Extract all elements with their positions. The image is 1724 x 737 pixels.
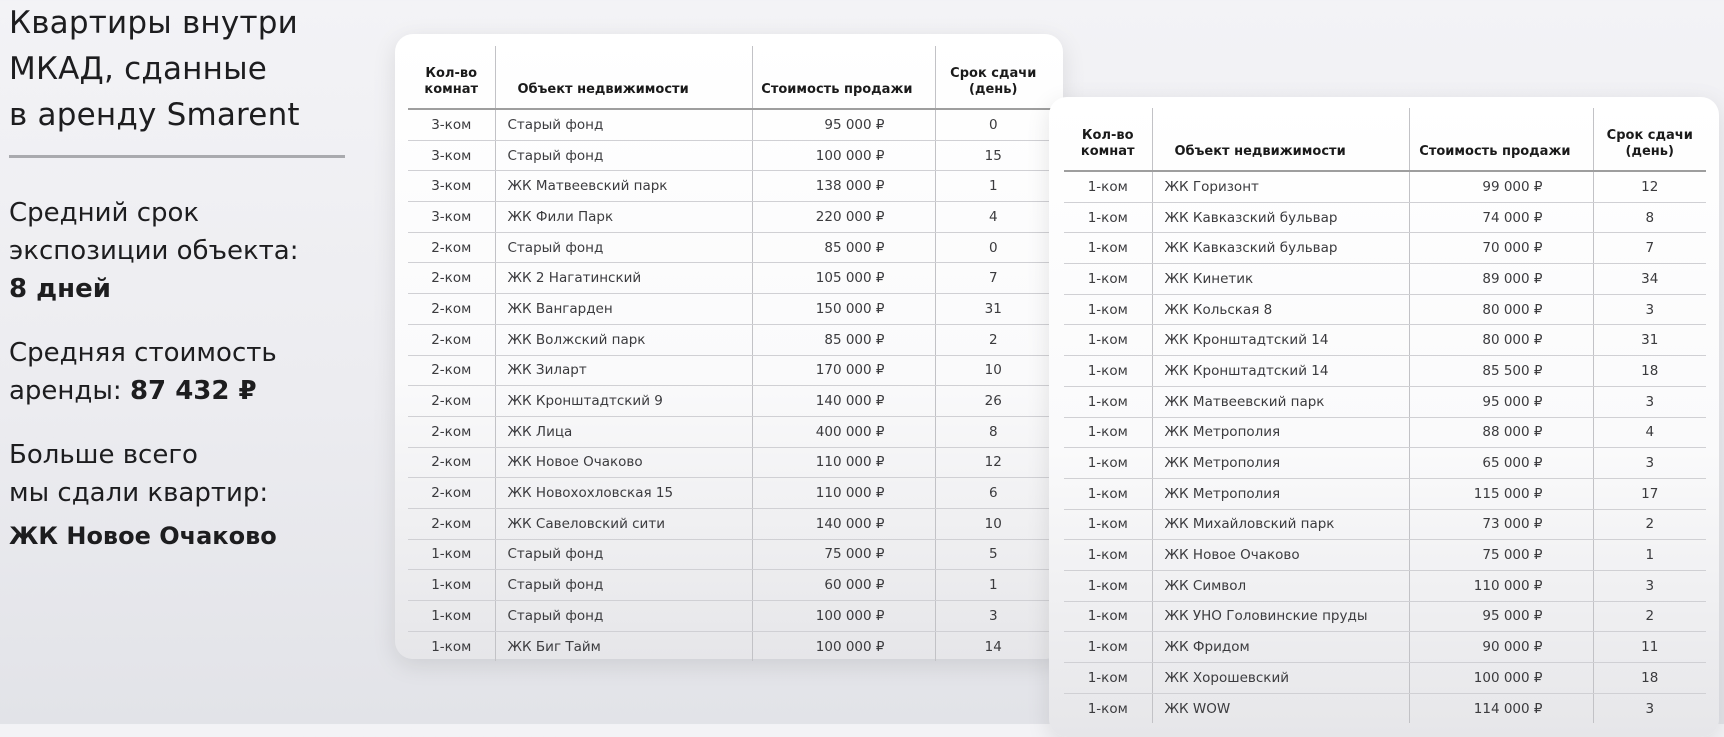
cell-rooms: 3-ком	[408, 171, 495, 202]
cell-object: Старый фонд	[495, 140, 752, 171]
cell-days: 8	[1593, 202, 1706, 233]
cell-price: 60 000 ₽	[752, 570, 935, 601]
cell-object: ЖК Кольская 8	[1152, 294, 1409, 325]
stat-value: ЖК Новое Очаково	[9, 522, 277, 550]
cell-days: 31	[1593, 325, 1706, 356]
divider	[9, 155, 345, 158]
column-header-rooms: Кол-во комнат	[408, 46, 495, 109]
stat-label: аренды:	[9, 376, 130, 406]
cell-rooms: 1-ком	[1087, 700, 1128, 717]
cell-rooms: 1-ком	[1064, 601, 1152, 632]
table-row	[408, 202, 1051, 233]
cell-object: ЖК Матвеевский парк	[495, 171, 752, 202]
cell-price: 95 000 ₽	[752, 109, 935, 140]
cell-rooms: 3-ком	[408, 140, 495, 171]
cell-object: ЖК Михайловский парк	[1152, 509, 1409, 540]
table-row	[408, 416, 1051, 447]
cell-object: ЖК Кронштадтский 14	[1152, 356, 1409, 387]
cell-rooms: 2-ком	[408, 324, 495, 355]
cell-object: Старый фонд	[495, 570, 752, 601]
cell-rooms: 2-ком	[408, 386, 495, 417]
column-header-days: Срок сдачи (день)	[935, 46, 1051, 109]
cell-object: Старый фонд	[495, 601, 752, 632]
table-row	[1064, 601, 1706, 632]
cell-object: ЖК Кронштадтский 14	[1152, 325, 1409, 356]
cell-rooms: 1-ком	[408, 601, 495, 632]
page-title	[9, 0, 349, 138]
cell-rooms: 2-ком	[408, 447, 495, 478]
cell-object: ЖК Кронштадтский 9	[495, 386, 752, 417]
table-row	[408, 539, 1051, 570]
cell-days: 5	[935, 539, 1051, 570]
cell-rooms: 1-ком	[431, 638, 472, 655]
cell-object: ЖК Матвеевский парк	[1152, 386, 1409, 417]
stat-value: 8 дней	[9, 274, 111, 304]
cell-object: ЖК Метрополия	[1152, 417, 1409, 448]
table-row	[1064, 540, 1706, 571]
table-body	[408, 109, 1051, 661]
cell-rooms: 1-ком	[1064, 540, 1152, 571]
info-panel	[9, 0, 349, 550]
cell-days: 10	[935, 355, 1051, 386]
cell-price: 85 500 ₽	[1409, 356, 1593, 387]
cell-object: ЖК Кавказский бульвар	[1152, 233, 1409, 264]
cell-days: 3	[935, 601, 1051, 632]
column-header-object: Объект недвижимости	[1152, 108, 1409, 171]
cell-price: 110 000 ₽	[752, 478, 935, 509]
table-row	[1064, 448, 1706, 479]
table-row	[408, 324, 1051, 355]
cell-rooms: 2-ком	[408, 508, 495, 539]
cell-price: 100 000 ₽	[752, 601, 935, 632]
cell-rooms: 2-ком	[408, 416, 495, 447]
cell-object: ЖК Лица	[495, 416, 752, 447]
table-row	[1064, 325, 1706, 356]
stat-label: мы сдали квартир:	[9, 478, 269, 508]
cell-object: ЖК Савеловский сити	[495, 508, 752, 539]
title-line: в аренду Smarent	[9, 97, 300, 133]
cell-price: 138 000 ₽	[752, 171, 935, 202]
cell-price: 88 000 ₽	[1409, 417, 1593, 448]
table-row	[1064, 693, 1706, 723]
cell-rooms: 1-ком	[1064, 325, 1152, 356]
column-header-rooms: Кол-во комнат	[1064, 108, 1152, 171]
cell-object: ЖК Новое Очаково	[1152, 540, 1409, 571]
avg-exposure-stat	[9, 194, 349, 308]
cell-object: ЖК Фили Парк	[495, 202, 752, 233]
cell-rooms: 2-ком	[408, 232, 495, 263]
avg-price-stat	[9, 334, 349, 410]
table-row	[408, 232, 1051, 263]
cell-price: 80 000 ₽	[1409, 325, 1593, 356]
cell-days: 8	[935, 416, 1051, 447]
cell-days: 15	[935, 140, 1051, 171]
cell-rooms: 1-ком	[408, 570, 495, 601]
table-row	[1064, 570, 1706, 601]
cell-days: 0	[935, 109, 1051, 140]
cell-price: 65 000 ₽	[1409, 448, 1593, 479]
table-row	[408, 478, 1051, 509]
cell-object: ЖК Волжский парк	[495, 324, 752, 355]
cell-price: 400 000 ₽	[752, 416, 935, 447]
cell-rooms: 1-ком	[1064, 417, 1152, 448]
rentals-table-right	[1064, 108, 1706, 723]
cell-price: 95 000 ₽	[1409, 601, 1593, 632]
table-body	[1064, 171, 1706, 723]
column-header-price: Стоимость продажи	[752, 46, 935, 109]
cell-days: 2	[935, 324, 1051, 355]
cell-rooms: 3-ком	[408, 109, 495, 140]
cell-price: 99 000 ₽	[1409, 171, 1593, 202]
table-card-right	[1049, 97, 1719, 737]
cell-rooms: 1-ком	[1064, 202, 1152, 233]
cell-days: 31	[935, 294, 1051, 325]
table-row	[1064, 264, 1706, 295]
cell-object: Старый фонд	[495, 539, 752, 570]
table-row	[1064, 202, 1706, 233]
cell-price: 100 000 ₽	[1409, 663, 1593, 694]
table-row	[1064, 478, 1706, 509]
cell-object: ЖК Кинетик	[1152, 264, 1409, 295]
table-row	[1064, 417, 1706, 448]
cell-object: ЖК Метрополия	[1152, 478, 1409, 509]
table-row	[408, 386, 1051, 417]
cell-days: 3	[1593, 448, 1706, 479]
cell-price: 85 000 ₽	[752, 232, 935, 263]
cell-rooms: 3-ком	[408, 202, 495, 233]
cell-days: 34	[1593, 264, 1706, 295]
cell-price: 140 000 ₽	[752, 508, 935, 539]
table-row	[1064, 171, 1706, 202]
table-row	[408, 570, 1051, 601]
table-row	[1064, 663, 1706, 694]
cell-days: 3	[1593, 693, 1706, 723]
table-row	[408, 263, 1051, 294]
cell-rooms: 2-ком	[408, 263, 495, 294]
column-header-days: Срок сдачи (день)	[1593, 108, 1706, 171]
cell-price: 115 000 ₽	[1409, 478, 1593, 509]
cell-price: 220 000 ₽	[752, 202, 935, 233]
cell-rooms: 2-ком	[408, 294, 495, 325]
cell-rooms: 1-ком	[1064, 663, 1152, 694]
cell-object: ЖК Кавказский бульвар	[1152, 202, 1409, 233]
cell-days: 18	[1593, 663, 1706, 694]
cell-price: 170 000 ₽	[752, 355, 935, 386]
cell-days: 12	[935, 447, 1051, 478]
cell-price: 80 000 ₽	[1409, 294, 1593, 325]
stat-value: 87 432 ₽	[129, 376, 257, 406]
table-row	[408, 294, 1051, 325]
cell-rooms: 1-ком	[1064, 264, 1152, 295]
top-complex-stat	[9, 436, 349, 512]
cell-rooms: 1-ком	[1064, 171, 1152, 202]
cell-price: 105 000 ₽	[752, 263, 935, 294]
table-header-row	[1064, 108, 1706, 171]
cell-price: 74 000 ₽	[1409, 202, 1593, 233]
cell-days: 10	[935, 508, 1051, 539]
cell-days: 6	[935, 478, 1051, 509]
table-row	[408, 171, 1051, 202]
cell-object: ЖК Горизонт	[1152, 171, 1409, 202]
cell-price: 90 000 ₽	[1409, 632, 1593, 663]
cell-price: 75 000 ₽	[1409, 540, 1593, 571]
table-row	[1064, 386, 1706, 417]
table-header-row	[408, 46, 1051, 109]
table-row	[408, 631, 1051, 661]
cell-days: 0	[935, 232, 1051, 263]
cell-rooms: 1-ком	[1064, 356, 1152, 387]
table-row	[1064, 294, 1706, 325]
column-header-price: Стоимость продажи	[1409, 108, 1593, 171]
cell-rooms: 1-ком	[1064, 386, 1152, 417]
table-row	[408, 447, 1051, 478]
cell-price: 70 000 ₽	[1409, 233, 1593, 264]
stat-label: Средний срок	[9, 198, 200, 228]
cell-object: ЖК Фридом	[1152, 632, 1409, 663]
cell-price: 100 000 ₽	[752, 140, 935, 171]
cell-days: 14	[935, 631, 1051, 661]
table-card-left	[395, 34, 1063, 659]
cell-days: 4	[935, 202, 1051, 233]
cell-days: 3	[1593, 386, 1706, 417]
cell-rooms: 1-ком	[1064, 294, 1152, 325]
cell-price: 89 000 ₽	[1409, 264, 1593, 295]
cell-days: 3	[1593, 294, 1706, 325]
title-line: МКАД, сданные	[9, 51, 268, 87]
cell-price: 73 000 ₽	[1409, 509, 1593, 540]
cell-price: 110 000 ₽	[752, 447, 935, 478]
table-row	[408, 601, 1051, 632]
cell-price: 114 000 ₽	[1409, 693, 1593, 723]
table-row	[1064, 509, 1706, 540]
table-row	[408, 109, 1051, 140]
cell-price: 100 000 ₽	[752, 631, 935, 661]
rentals-table-left	[408, 46, 1051, 661]
cell-days: 3	[1593, 570, 1706, 601]
cell-days: 1	[935, 171, 1051, 202]
table-row	[1064, 632, 1706, 663]
cell-rooms: 1-ком	[1064, 478, 1152, 509]
cell-object: ЖК Новохохловская 15	[495, 478, 752, 509]
cell-price: 95 000 ₽	[1409, 386, 1593, 417]
cell-price: 110 000 ₽	[1409, 570, 1593, 601]
cell-price: 75 000 ₽	[752, 539, 935, 570]
cell-days: 11	[1593, 632, 1706, 663]
cell-days: 26	[935, 386, 1051, 417]
cell-rooms: 1-ком	[1064, 632, 1152, 663]
cell-price: 85 000 ₽	[752, 324, 935, 355]
table-row	[408, 355, 1051, 386]
cell-days: 7	[1593, 233, 1706, 264]
cell-price: 140 000 ₽	[752, 386, 935, 417]
cell-price: 150 000 ₽	[752, 294, 935, 325]
cell-days: 1	[1593, 540, 1706, 571]
cell-rooms: 2-ком	[408, 478, 495, 509]
stat-label: Средняя стоимость	[9, 338, 277, 368]
cell-days: 17	[1593, 478, 1706, 509]
cell-rooms: 1-ком	[1064, 448, 1152, 479]
title-line: Квартиры внутри	[9, 5, 298, 41]
cell-days: 1	[935, 570, 1051, 601]
stat-label: Больше всего	[9, 440, 198, 470]
table-row	[1064, 356, 1706, 387]
table-row	[408, 140, 1051, 171]
cell-rooms: 1-ком	[1064, 570, 1152, 601]
cell-object: ЖК Новое Очаково	[495, 447, 752, 478]
cell-object: Старый фонд	[495, 109, 752, 140]
cell-rooms: 2-ком	[408, 355, 495, 386]
cell-object: Старый фонд	[495, 232, 752, 263]
table-row	[408, 508, 1051, 539]
cell-days: 18	[1593, 356, 1706, 387]
cell-object: ЖК Хорошевский	[1152, 663, 1409, 694]
cell-rooms: 1-ком	[408, 539, 495, 570]
table-row	[1064, 233, 1706, 264]
cell-rooms: 1-ком	[1064, 233, 1152, 264]
cell-days: 2	[1593, 601, 1706, 632]
cell-object: ЖК Вангарден	[495, 294, 752, 325]
cell-days: 2	[1593, 509, 1706, 540]
cell-object: ЖК Биг Тайм	[495, 631, 752, 661]
cell-days: 7	[935, 263, 1051, 294]
cell-object: ЖК WOW	[1152, 693, 1409, 723]
cell-object: ЖК Зиларт	[495, 355, 752, 386]
cell-object: ЖК Метрополия	[1152, 448, 1409, 479]
cell-object: ЖК 2 Нагатинский	[495, 263, 752, 294]
cell-days: 12	[1593, 171, 1706, 202]
stat-label: экспозиции объекта:	[9, 236, 299, 266]
cell-object: ЖК УНО Головинские пруды	[1152, 601, 1409, 632]
cell-days: 4	[1593, 417, 1706, 448]
column-header-object: Объект недвижимости	[495, 46, 752, 109]
cell-rooms: 1-ком	[1064, 509, 1152, 540]
cell-object: ЖК Символ	[1152, 570, 1409, 601]
